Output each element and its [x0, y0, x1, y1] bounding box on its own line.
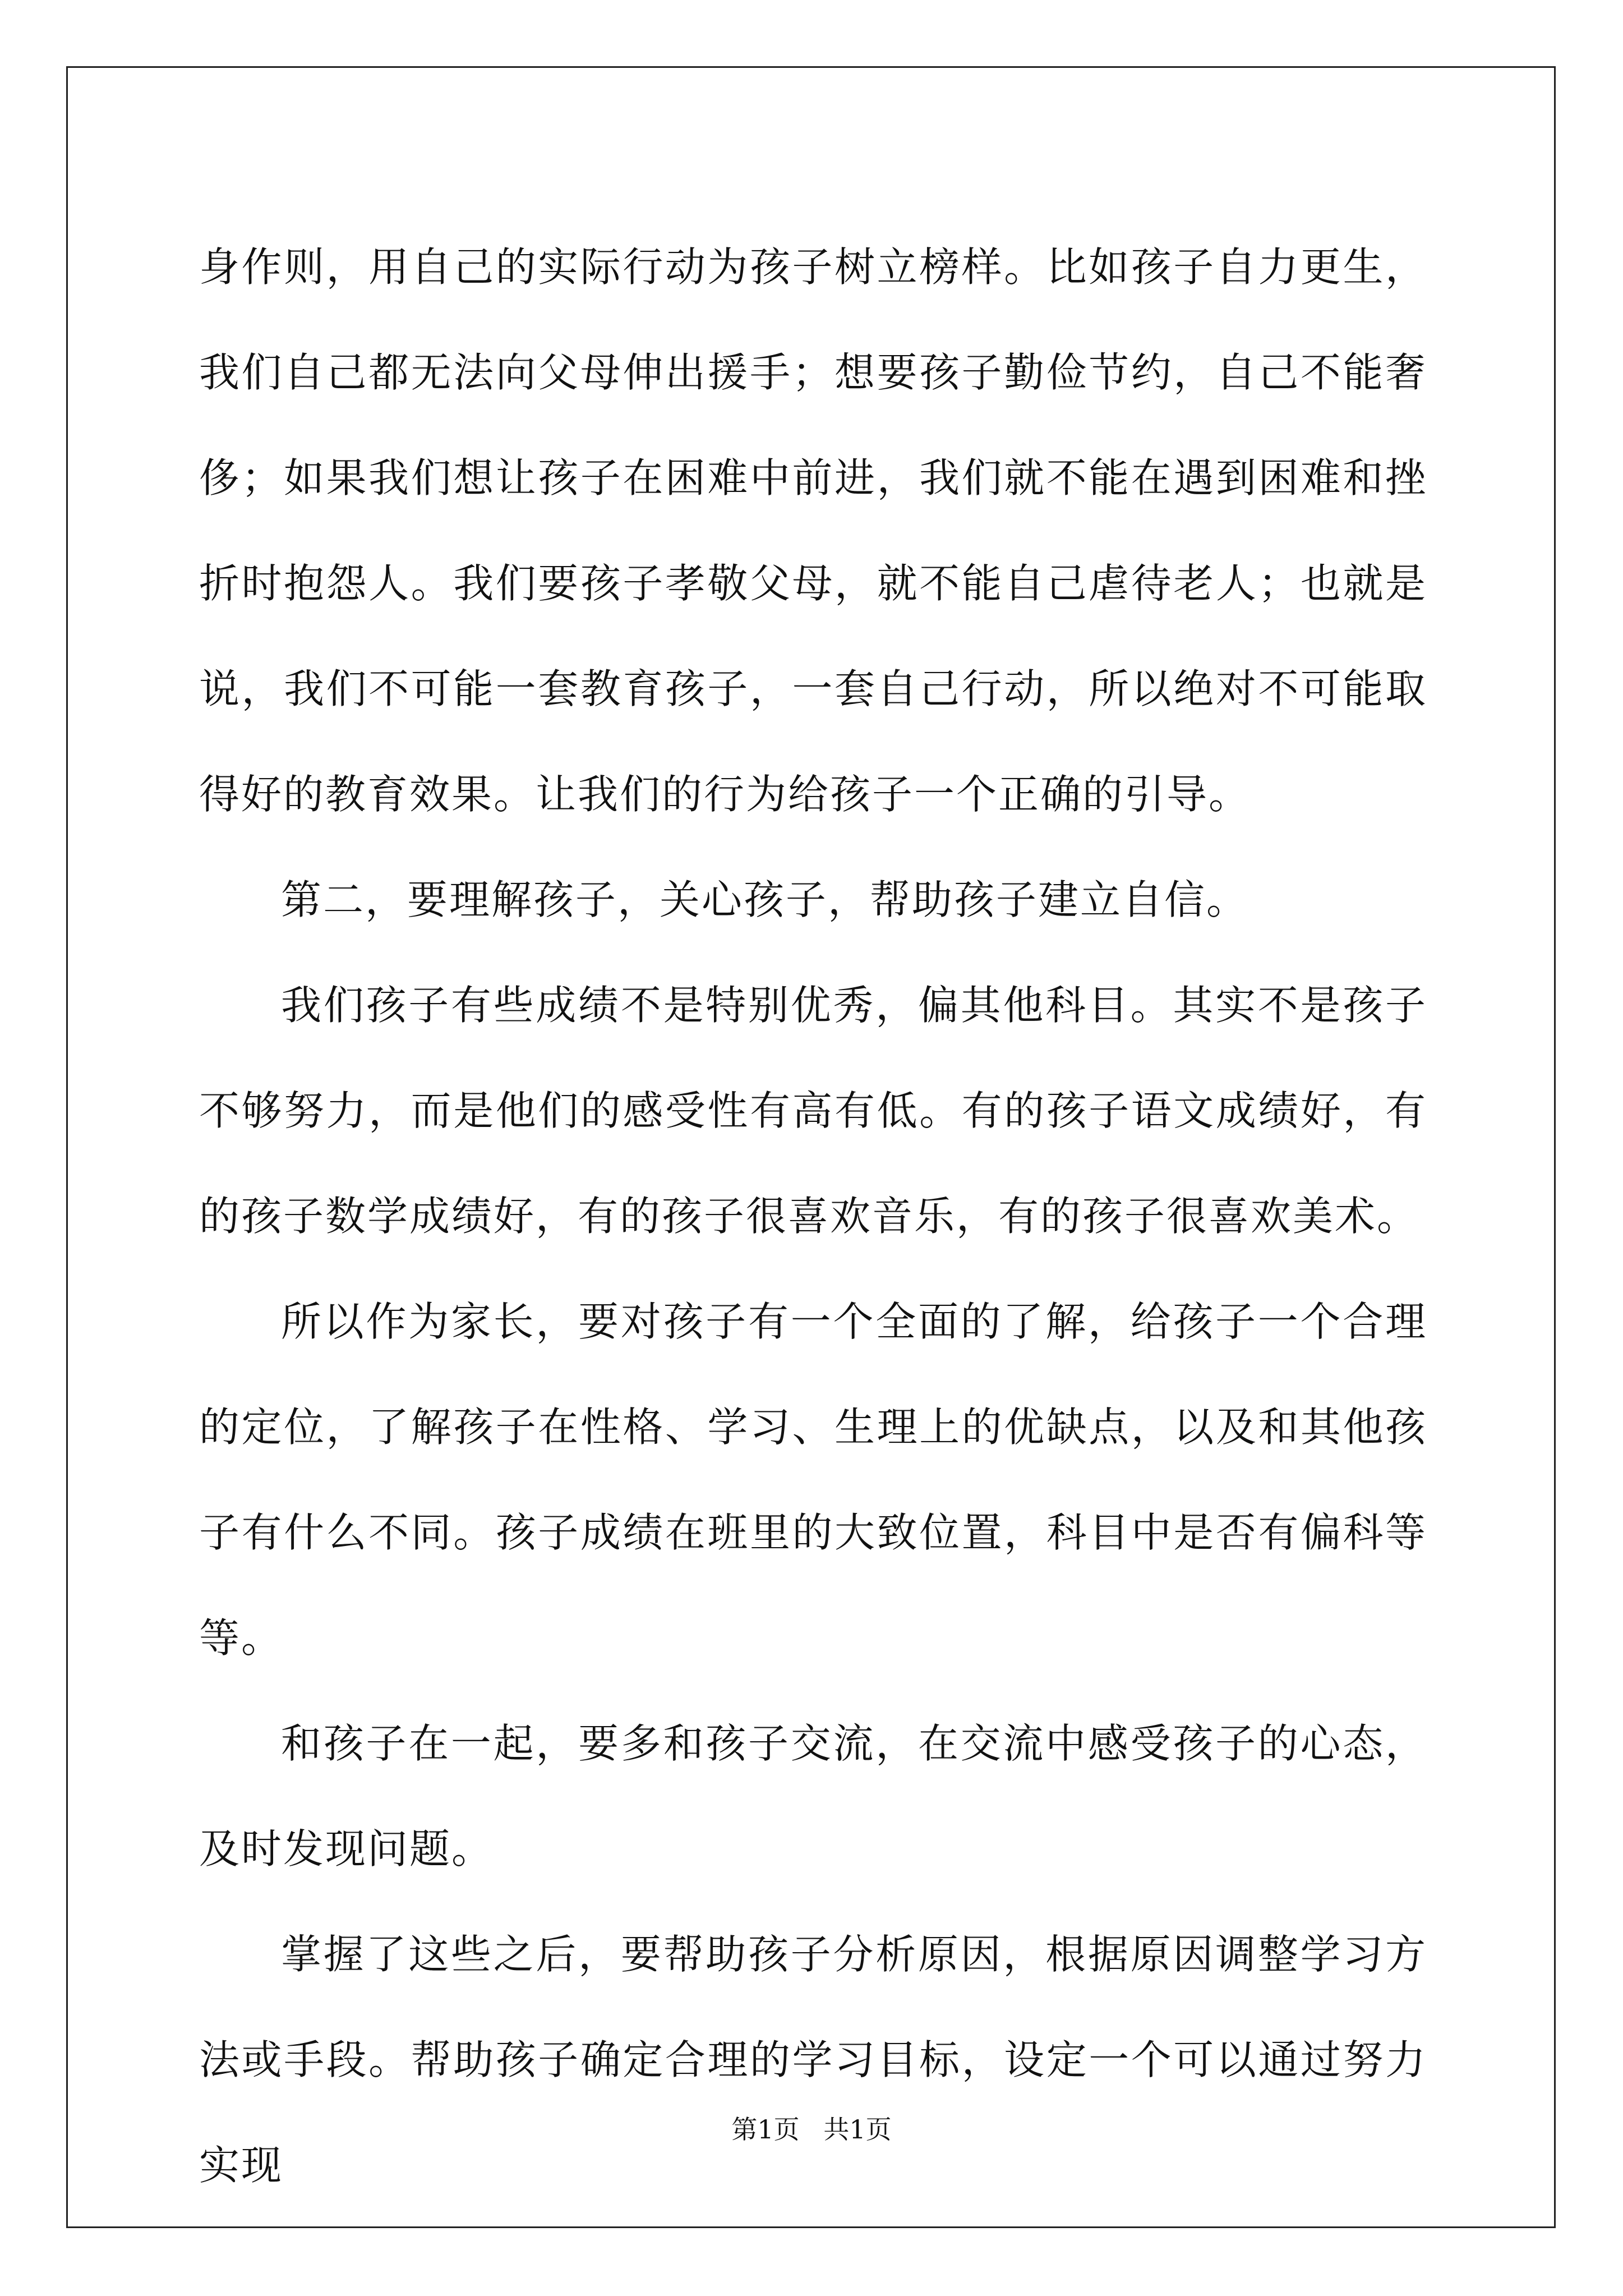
paragraph-2: 第二，要理解孩子，关心孩子，帮助孩子建立自信。: [281, 876, 1249, 923]
paragraph-6: 掌握了这些之后，要帮助孩子分析原因，根据原因调整学习方法或手段。帮助孩子确定合理的学习目标，设定一个可以通过努力实现: [199, 1931, 1427, 2189]
paragraph-1: 身作则，用自己的实际行动为孩子树立榜样。比如孩子自力更生，我们自己都无法向父母伸出援手；想要孩子勤俭节约，自己不能奢侈；如果我们想让孩子在困难中前进，我们就不能在遇到困难和挫折时抱怨人。我们要孩子孝敬父母，就不能自己虐待老人；也就是说，我们不可能一套教育孩子，一套自己行动，所以绝对不可能取得好的教育效果。让我们的行为给孩子一个正确的引导。: [199, 243, 1427, 818]
page-footer: [0, 2114, 1623, 2145]
page-number-current: 第1页: [731, 2114, 800, 2145]
document-body: [199, 214, 1427, 2218]
page-number-total: 共1页: [823, 2114, 892, 2145]
paragraph-3: 我们孩子有些成绩不是特别优秀，偏其他科目。其实不是孩子不够努力，而是他们的感受性有高有低。有的孩子语文成绩好，有的孩子数学成绩好，有的孩子很喜欢音乐，有的孩子很喜欢美术。: [199, 982, 1427, 1240]
paragraph-5: 和孩子在一起，要多和孩子交流，在交流中感受孩子的心态，及时发现问题。: [199, 1720, 1427, 1872]
paragraph-4: 所以作为家长，要对孩子有一个全面的了解，给孩子一个合理的定位，了解孩子在性格、学习、生理上的优缺点，以及和其他孩子有什么不同。孩子成绩在班里的大致位置，科目中是否有偏科等等。: [199, 1298, 1427, 1662]
